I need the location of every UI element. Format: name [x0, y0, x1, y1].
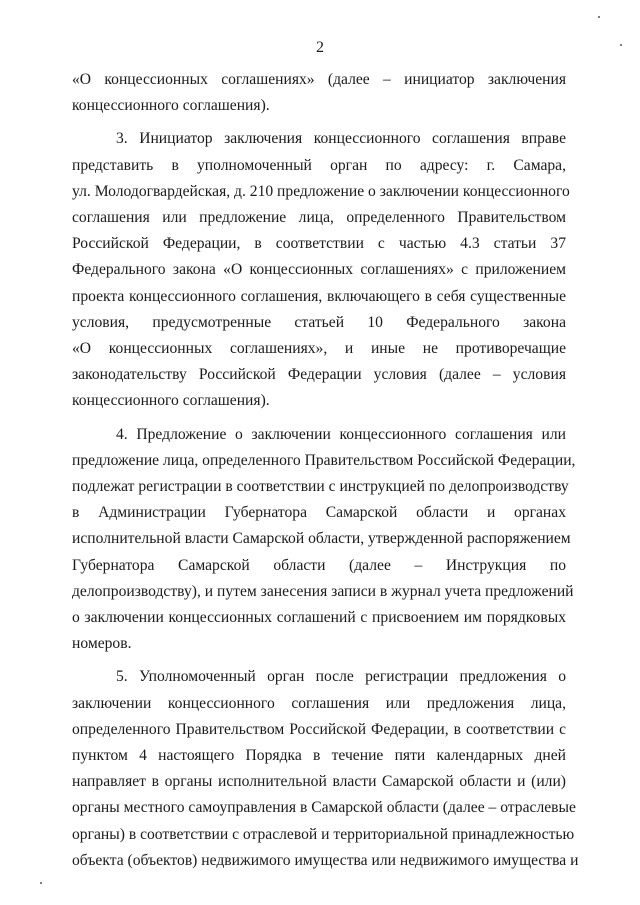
text-line: исполнительной власти Самарской области, утвержденной распоряжением: [72, 530, 571, 548]
text-line: в Администрации Губернатора Самарской области и органах: [72, 504, 566, 522]
text-line: представить в уполномоченный орган по адресу: г. Самара,: [72, 156, 566, 174]
text-line: Губернатора Самарской области (далее – Инструкция по: [72, 556, 566, 574]
text-line: законодательству Российской Федерации условия (далее – условия: [72, 366, 566, 384]
text-line: ул. Молодогвардейская, д. 210 предложение о заключении концессионного: [72, 182, 570, 200]
text-line: пунктом 4 настоящего Порядка в течение пяти календарных дней: [72, 747, 566, 765]
text-line: направляет в органы исполнительной власти Самарской области и (или): [72, 773, 566, 791]
text-line: «О концессионных соглашениях», и иные не противоречащие: [72, 340, 566, 358]
text-line: Федерального закона «О концессионных соглашениях» с приложением: [72, 261, 566, 279]
text-line: соглашения или предложение лица, определенного Правительством: [72, 209, 566, 227]
text-line: предложение лица, определенного Правительством Российской Федерации,: [72, 451, 576, 469]
text-line: условия, предусмотренные статьей 10 Федерального закона: [72, 313, 566, 331]
scan-speck: [620, 44, 622, 46]
paragraph: [72, 67, 566, 119]
scan-speck: [598, 16, 600, 18]
page-number: 2: [316, 39, 324, 56]
text-line: органы местного самоуправления в Самарской области (далее – отраслевые: [72, 799, 576, 817]
text-line: делопроизводству), и путем занесения записи в журнал учета предложений: [72, 582, 574, 600]
text-line: объекта (объектов) недвижимого имущества или недвижимого имущества и: [72, 851, 579, 869]
text-line: проекта концессионного соглашения, включающего в себя существенные: [72, 287, 566, 305]
paragraph: [72, 664, 579, 874]
text-line: заключении концессионного соглашения или предложения лица,: [72, 694, 566, 712]
text-line: определенного Правительством Российской Федерации, в соответствии с: [72, 720, 566, 738]
text-line: номеров.: [72, 635, 132, 653]
text-line: органы) в соответствии с отраслевой и территориальной принадлежностью: [72, 825, 575, 843]
text-line: 3. Инициатор заключения концессионного соглашения вправе: [116, 130, 566, 148]
text-line: концессионного соглашения).: [72, 392, 270, 410]
text-line: 5. Уполномоченный орган после регистрации предложения о: [116, 668, 566, 686]
text-line: «О концессионных соглашениях» (далее – инициатор заключения: [72, 71, 566, 88]
text-line: концессионного соглашения).: [72, 97, 270, 115]
paragraph: [72, 422, 576, 658]
text-line: подлежат регистрации в соответствии с инструкцией по делопроизводству: [72, 478, 569, 496]
document-body: [72, 67, 579, 881]
scan-speck: [40, 882, 42, 884]
paragraph: [72, 126, 570, 414]
text-line: о заключении концессионных соглашений с присвоением им порядковых: [72, 609, 566, 627]
text-line: 4. Предложение о заключении концессионного соглашения или: [116, 425, 566, 443]
text-line: Российской Федерации, в соответствии с частью 4.3 статьи 37: [72, 235, 566, 253]
